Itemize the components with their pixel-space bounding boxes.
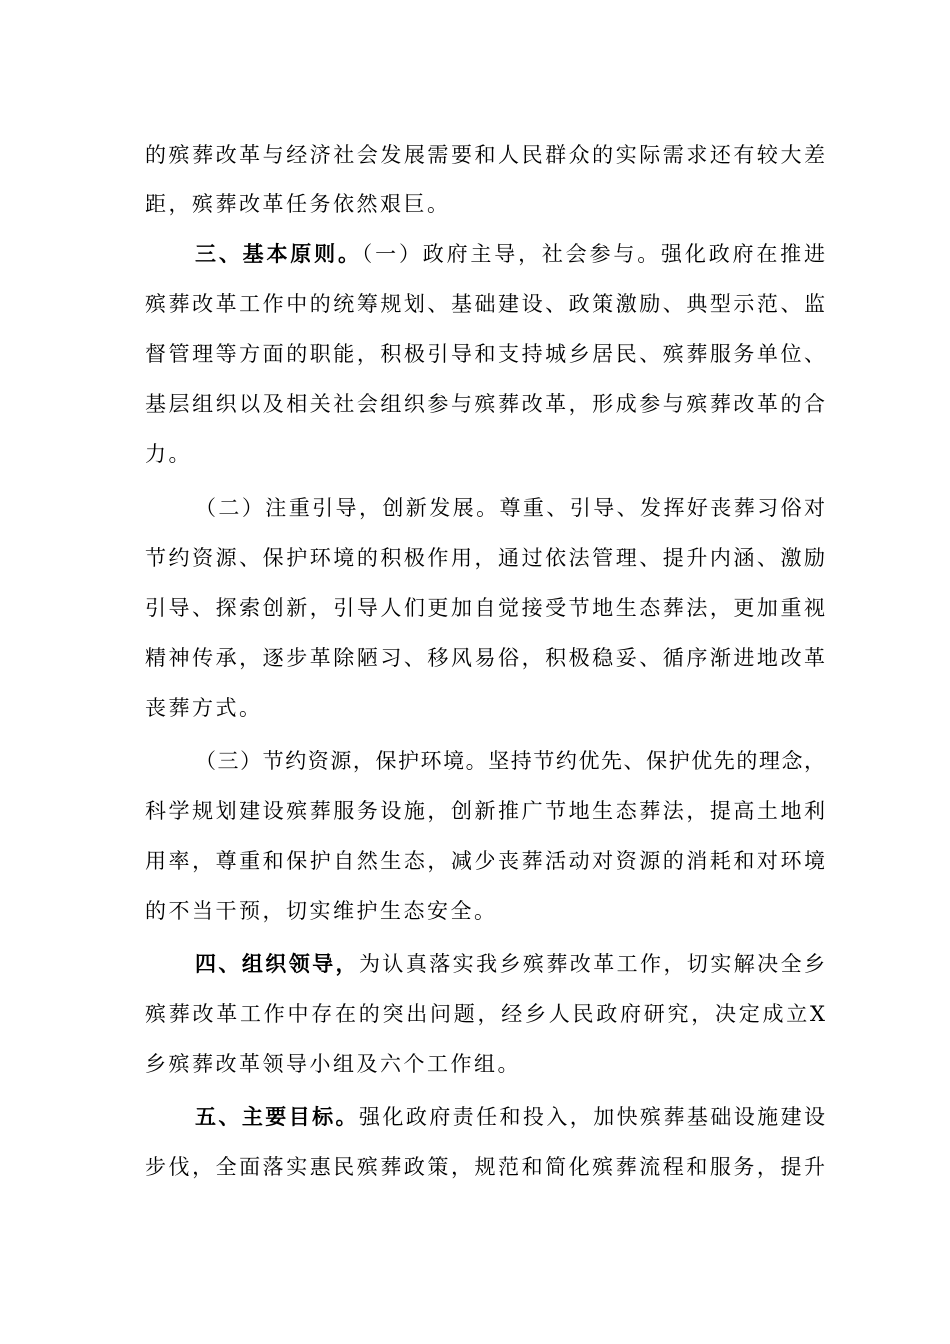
paragraph-4-line-4: 的不当干预，切实维护生态安全。 — [145, 899, 498, 923]
paragraph-2-line-2: 殡葬改革工作中的统筹规划、基础建设、政策激励、典型示范、监 — [145, 292, 825, 316]
paragraph-1-line-2: 距，殡葬改革任务依然艰巨。 — [145, 192, 451, 216]
section-heading-leadership: 四、组织领导， — [195, 951, 359, 976]
paragraph-2-line-1-text: （一）政府主导，社会参与。强化政府在推进 — [361, 242, 826, 266]
paragraph-5-line-2: 殡葬改革工作中存在的突出问题，经乡人民政府研究，决定成立X — [145, 1002, 825, 1026]
paragraph-3-line-2: 节约资源、保护环境的积极作用，通过依法管理、提升内涵、激励 — [145, 546, 825, 570]
section-heading-principles: 三、基本原则。 — [195, 241, 362, 266]
paragraph-6-line-1 — [195, 1099, 825, 1135]
paragraph-2-line-3: 督管理等方面的职能，积极引导和支持城乡居民、殡葬服务单位、 — [145, 342, 825, 366]
paragraph-2-line-5: 力。 — [145, 442, 192, 466]
paragraph-4-line-3: 用率，尊重和保护自然生态，减少丧葬活动对资源的消耗和对环境 — [145, 849, 825, 873]
paragraph-6-line-2: 步伐，全面落实惠民殡葬政策，规范和简化殡葬流程和服务，提升 — [145, 1155, 825, 1179]
paragraph-3-line-1: （二）注重引导，创新发展。尊重、引导、发挥好丧葬习俗对 — [195, 496, 825, 520]
paragraph-5-line-1 — [195, 946, 825, 982]
paragraph-6-line-1-text: 强化政府责任和投入，加快殡葬基础设施建设 — [358, 1105, 826, 1129]
paragraph-3-line-5: 丧葬方式。 — [145, 696, 263, 720]
paragraph-5-line-3: 乡殡葬改革领导小组及六个工作组。 — [145, 1052, 521, 1076]
paragraph-2-line-4: 基层组织以及相关社会组织参与殡葬改革，形成参与殡葬改革的合 — [145, 392, 825, 416]
paragraph-4-line-1: （三）节约资源，保护环境。坚持节约优先、保护优先的理念， — [195, 749, 825, 773]
paragraph-1-line-1: 的殡葬改革与经济社会发展需要和人民群众的实际需求还有较大差 — [145, 143, 825, 167]
paragraph-2-line-1 — [195, 236, 825, 272]
section-heading-goals: 五、主要目标。 — [195, 1104, 359, 1129]
paragraph-3-line-3: 引导、探索创新，引导人们更加自觉接受节地生态葬法，更加重视 — [145, 596, 825, 620]
paragraph-4-line-2: 科学规划建设殡葬服务设施，创新推广节地生态葬法，提高土地利 — [145, 799, 825, 823]
paragraph-5-line-1-text: 为认真落实我乡殡葬改革工作，切实解决全乡 — [358, 952, 826, 976]
paragraph-3-line-4: 精神传承，逐步革除陋习、移风易俗，积极稳妥、循序渐进地改革 — [145, 646, 825, 670]
